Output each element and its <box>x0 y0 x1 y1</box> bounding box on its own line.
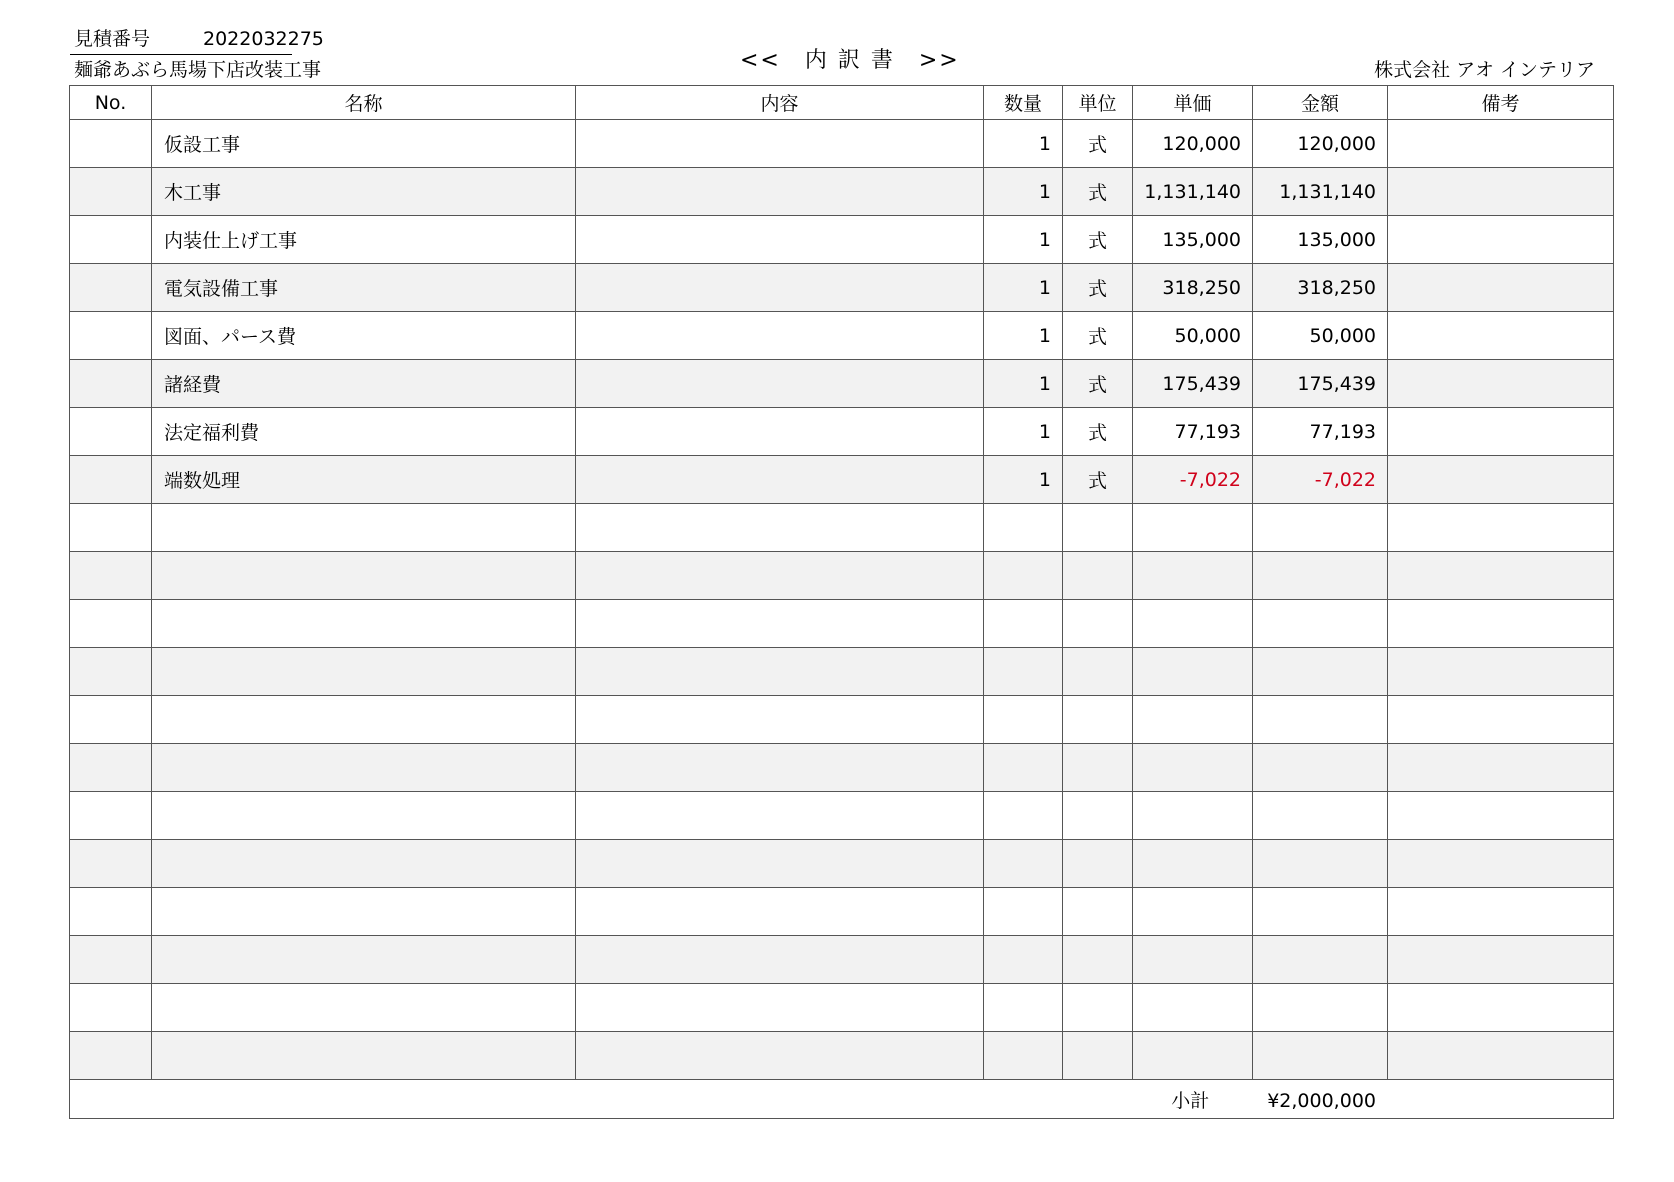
row-content <box>576 552 984 600</box>
row-amount <box>1253 984 1388 1032</box>
table-row <box>70 504 1614 552</box>
row-content <box>576 648 984 696</box>
row-name: 諸経費 <box>152 360 576 408</box>
quote-number: 2022032275 <box>203 28 324 50</box>
row-qty <box>984 1032 1063 1080</box>
row-qty: 1 <box>984 264 1063 312</box>
row-name <box>152 504 576 552</box>
table-row <box>70 120 1614 168</box>
table-row <box>70 216 1614 264</box>
row-qty: 1 <box>984 168 1063 216</box>
row-no <box>70 888 152 936</box>
row-name: 図面、パース費 <box>152 312 576 360</box>
column-header-amount: 金額 <box>1253 86 1388 120</box>
row-no <box>70 792 152 840</box>
row-unit <box>1063 696 1133 744</box>
row-unit <box>1063 600 1133 648</box>
row-unit: 式 <box>1063 120 1133 168</box>
row-unit <box>1063 888 1133 936</box>
column-header-qty: 数量 <box>984 86 1063 120</box>
row-unit: 式 <box>1063 168 1133 216</box>
row-amount: -7,022 <box>1253 456 1388 504</box>
row-amount <box>1253 600 1388 648</box>
table-row <box>70 552 1614 600</box>
row-qty <box>984 984 1063 1032</box>
column-header-no: No. <box>70 86 152 120</box>
row-content <box>576 984 984 1032</box>
row-unit-price: 318,250 <box>1133 264 1253 312</box>
row-name <box>152 648 576 696</box>
row-qty <box>984 936 1063 984</box>
company-name: 株式会社 アオ インテリア <box>1374 59 1595 81</box>
row-name: 木工事 <box>152 168 576 216</box>
row-note <box>1388 840 1614 888</box>
row-qty <box>984 648 1063 696</box>
row-no <box>70 552 152 600</box>
row-amount <box>1253 1032 1388 1080</box>
row-qty: 1 <box>984 408 1063 456</box>
row-no <box>70 168 152 216</box>
row-content <box>576 216 984 264</box>
column-header-unit-price: 単価 <box>1133 86 1253 120</box>
row-content <box>576 936 984 984</box>
subtotal-row <box>70 1080 1614 1119</box>
row-name <box>152 888 576 936</box>
table-row <box>70 360 1614 408</box>
table-row <box>70 696 1614 744</box>
row-unit <box>1063 840 1133 888</box>
row-no <box>70 312 152 360</box>
row-amount <box>1253 696 1388 744</box>
row-name <box>152 744 576 792</box>
row-name <box>152 936 576 984</box>
row-note <box>1388 744 1614 792</box>
row-unit-price <box>1133 792 1253 840</box>
row-unit-price <box>1133 1032 1253 1080</box>
subtotal-value: ¥2,000,000 <box>1267 1089 1376 1112</box>
row-unit-price <box>1133 744 1253 792</box>
row-unit-price: 175,439 <box>1133 360 1253 408</box>
table-row <box>70 984 1614 1032</box>
table-row <box>70 744 1614 792</box>
row-content <box>576 600 984 648</box>
row-amount <box>1253 840 1388 888</box>
row-no <box>70 264 152 312</box>
row-note <box>1388 216 1614 264</box>
row-unit-price: 1,131,140 <box>1133 168 1253 216</box>
table-row <box>70 168 1614 216</box>
row-name: 法定福利費 <box>152 408 576 456</box>
row-note <box>1388 360 1614 408</box>
column-header-content: 内容 <box>576 86 984 120</box>
row-qty <box>984 888 1063 936</box>
row-no <box>70 408 152 456</box>
row-no <box>70 1032 152 1080</box>
row-unit <box>1063 648 1133 696</box>
subtotal-cell <box>70 1080 1614 1119</box>
row-note <box>1388 552 1614 600</box>
table-header-row <box>70 86 1614 120</box>
row-amount <box>1253 648 1388 696</box>
row-unit-price <box>1133 888 1253 936</box>
row-note <box>1388 408 1614 456</box>
row-note <box>1388 984 1614 1032</box>
row-no <box>70 648 152 696</box>
row-unit: 式 <box>1063 408 1133 456</box>
row-name <box>152 600 576 648</box>
row-unit-price <box>1133 504 1253 552</box>
row-unit <box>1063 1032 1133 1080</box>
quote-number-underline <box>70 54 292 55</box>
row-unit-price <box>1133 984 1253 1032</box>
column-header-name: 名称 <box>152 86 576 120</box>
row-unit-price <box>1133 696 1253 744</box>
row-unit <box>1063 792 1133 840</box>
row-unit-price: 120,000 <box>1133 120 1253 168</box>
row-unit-price <box>1133 936 1253 984</box>
row-note <box>1388 504 1614 552</box>
row-qty: 1 <box>984 216 1063 264</box>
row-qty: 1 <box>984 312 1063 360</box>
row-note <box>1388 120 1614 168</box>
row-amount: 1,131,140 <box>1253 168 1388 216</box>
document-title: << 内 訳 書 >> <box>740 48 960 73</box>
row-content <box>576 696 984 744</box>
row-amount <box>1253 936 1388 984</box>
row-content <box>576 1032 984 1080</box>
row-content <box>576 408 984 456</box>
table-row <box>70 792 1614 840</box>
table-row <box>70 264 1614 312</box>
row-unit: 式 <box>1063 312 1133 360</box>
row-content <box>576 840 984 888</box>
row-amount <box>1253 552 1388 600</box>
row-amount: 135,000 <box>1253 216 1388 264</box>
row-no <box>70 840 152 888</box>
table-row <box>70 408 1614 456</box>
row-unit <box>1063 744 1133 792</box>
row-unit <box>1063 552 1133 600</box>
row-no <box>70 360 152 408</box>
row-amount: 77,193 <box>1253 408 1388 456</box>
row-unit-price: -7,022 <box>1133 456 1253 504</box>
row-unit-price <box>1133 648 1253 696</box>
row-amount: 50,000 <box>1253 312 1388 360</box>
row-content <box>576 264 984 312</box>
row-unit-price: 77,193 <box>1133 408 1253 456</box>
row-qty <box>984 696 1063 744</box>
row-no <box>70 120 152 168</box>
breakdown-table <box>69 85 1614 1119</box>
row-no <box>70 984 152 1032</box>
row-no <box>70 504 152 552</box>
row-note <box>1388 648 1614 696</box>
row-content <box>576 312 984 360</box>
row-name <box>152 1032 576 1080</box>
row-qty <box>984 552 1063 600</box>
row-note <box>1388 600 1614 648</box>
row-note <box>1388 264 1614 312</box>
row-amount <box>1253 888 1388 936</box>
row-content <box>576 792 984 840</box>
row-qty <box>984 840 1063 888</box>
row-unit <box>1063 984 1133 1032</box>
row-qty: 1 <box>984 360 1063 408</box>
row-amount: 175,439 <box>1253 360 1388 408</box>
row-amount <box>1253 744 1388 792</box>
row-note <box>1388 888 1614 936</box>
table-row <box>70 648 1614 696</box>
table-row <box>70 312 1614 360</box>
row-note <box>1388 168 1614 216</box>
quote-number-label: 見積番号 <box>74 28 151 50</box>
row-unit: 式 <box>1063 360 1133 408</box>
row-amount <box>1253 504 1388 552</box>
column-header-unit: 単位 <box>1063 86 1133 120</box>
row-no <box>70 600 152 648</box>
table-row <box>70 936 1614 984</box>
row-amount: 318,250 <box>1253 264 1388 312</box>
row-name <box>152 984 576 1032</box>
table-row <box>70 600 1614 648</box>
row-qty <box>984 744 1063 792</box>
row-amount <box>1253 792 1388 840</box>
row-unit <box>1063 504 1133 552</box>
row-note <box>1388 312 1614 360</box>
row-content <box>576 504 984 552</box>
row-qty: 1 <box>984 120 1063 168</box>
row-name: 電気設備工事 <box>152 264 576 312</box>
row-no <box>70 456 152 504</box>
row-name <box>152 840 576 888</box>
row-name: 内装仕上げ工事 <box>152 216 576 264</box>
table-row <box>70 456 1614 504</box>
row-name <box>152 696 576 744</box>
row-no <box>70 744 152 792</box>
row-unit: 式 <box>1063 456 1133 504</box>
row-unit-price: 135,000 <box>1133 216 1253 264</box>
project-name: 麺爺あぶら馬場下店改装工事 <box>74 59 322 81</box>
row-note <box>1388 696 1614 744</box>
row-unit-price <box>1133 840 1253 888</box>
row-name: 仮設工事 <box>152 120 576 168</box>
row-unit <box>1063 936 1133 984</box>
row-name: 端数処理 <box>152 456 576 504</box>
column-header-note: 備考 <box>1388 86 1614 120</box>
subtotal-label: 小計 <box>1171 1089 1210 1112</box>
row-content <box>576 120 984 168</box>
row-content <box>576 456 984 504</box>
row-no <box>70 216 152 264</box>
row-note <box>1388 936 1614 984</box>
row-unit-price: 50,000 <box>1133 312 1253 360</box>
row-content <box>576 360 984 408</box>
row-qty: 1 <box>984 456 1063 504</box>
row-note <box>1388 1032 1614 1080</box>
row-content <box>576 744 984 792</box>
row-no <box>70 696 152 744</box>
table-row <box>70 888 1614 936</box>
row-note <box>1388 456 1614 504</box>
row-no <box>70 936 152 984</box>
row-amount: 120,000 <box>1253 120 1388 168</box>
row-qty <box>984 600 1063 648</box>
row-content <box>576 888 984 936</box>
row-name <box>152 552 576 600</box>
row-name <box>152 792 576 840</box>
table-row <box>70 1032 1614 1080</box>
table-row <box>70 840 1614 888</box>
row-unit: 式 <box>1063 216 1133 264</box>
row-qty <box>984 792 1063 840</box>
row-note <box>1388 792 1614 840</box>
row-unit-price <box>1133 552 1253 600</box>
row-unit: 式 <box>1063 264 1133 312</box>
row-content <box>576 168 984 216</box>
row-qty <box>984 504 1063 552</box>
row-unit-price <box>1133 600 1253 648</box>
